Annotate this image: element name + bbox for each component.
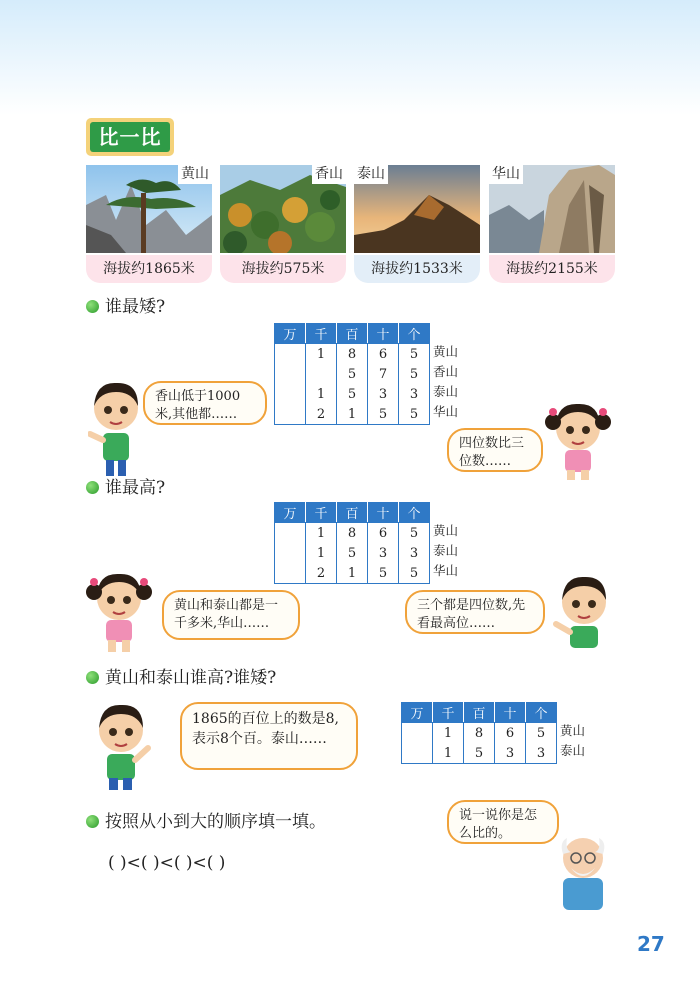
mountain-name: 华山 xyxy=(489,165,523,184)
header-shi: 十 xyxy=(368,324,399,344)
question-1: 谁最矮? xyxy=(86,292,165,317)
row-labels-2: 黄山 泰山 华山 xyxy=(433,523,459,578)
table-row: 2 1 5 5 xyxy=(275,404,430,425)
mountain-altitude: 海拔约1865米 xyxy=(86,255,212,283)
place-value-table-3: 万 千 百 十 个 1 8 6 5 1 5 3 3 xyxy=(401,702,557,764)
mountain-name: 香山 xyxy=(312,165,346,184)
fill-in-blanks: ( )<( )<( )<( ) xyxy=(108,853,226,873)
grandpa-avatar xyxy=(553,828,613,912)
mountain-card-xiangshan xyxy=(220,165,346,283)
place-value-table-1 xyxy=(274,323,430,425)
header-wan: 万 xyxy=(275,324,306,344)
header-band xyxy=(0,0,700,115)
boy-avatar xyxy=(88,378,144,478)
table-row: 1 8 6 5 xyxy=(275,523,430,544)
bullet-dot-icon xyxy=(86,300,99,313)
mountain-altitude: 海拔约2155米 xyxy=(489,255,615,283)
table-row: 5 7 5 xyxy=(275,364,430,384)
section-title: 比一比 xyxy=(90,122,170,152)
table-row: 1 5 3 3 xyxy=(275,543,430,563)
table-row: 1 8 6 5 xyxy=(275,344,430,365)
bullet-dot-icon xyxy=(86,671,99,684)
table-row: 1 5 3 3 xyxy=(275,384,430,404)
question-2: 谁最高? xyxy=(86,473,165,498)
speech-bubble: 1865的百位上的数是8,表示8个百。泰山…… xyxy=(180,702,358,770)
boy-avatar xyxy=(90,700,152,792)
question-4: 按照从小到大的顺序填一填。 xyxy=(86,807,326,832)
header-qian: 千 xyxy=(306,324,337,344)
bullet-dot-icon xyxy=(86,481,99,494)
section-title-badge xyxy=(86,118,174,156)
boy-avatar xyxy=(552,572,614,652)
girl-avatar xyxy=(545,398,611,482)
question-3: 黄山和泰山谁高?谁矮? xyxy=(86,663,276,688)
mountain-card-huangshan xyxy=(86,165,212,283)
mountain-card-huashan xyxy=(489,165,615,283)
header-ge: 个 xyxy=(399,324,430,344)
girl-avatar xyxy=(86,568,152,654)
mountain-altitude: 海拔约575米 xyxy=(220,255,346,283)
place-value-table-2: 万 千 百 十 个 1 8 6 5 1 5 3 3 2 1 5 5 xyxy=(274,502,430,584)
table-row: 1 8 6 5 xyxy=(402,723,557,744)
mountain-altitude: 海拔约1533米 xyxy=(354,255,480,283)
table-row: 1 5 3 3 xyxy=(402,743,557,764)
speech-bubble: 香山低于1000米,其他都…… xyxy=(143,381,267,425)
mountain-name: 泰山 xyxy=(354,165,388,184)
row-labels-3: 黄山 泰山 xyxy=(560,723,586,758)
row-labels-1: 黄山 香山 泰山 华山 xyxy=(433,344,459,419)
speech-bubble: 黄山和泰山都是一千多米,华山…… xyxy=(162,590,300,640)
page-number: 27 xyxy=(637,932,665,956)
mountain-card-taishan xyxy=(354,165,480,283)
speech-bubble: 四位数比三位数…… xyxy=(447,428,543,472)
bullet-dot-icon xyxy=(86,815,99,828)
speech-bubble: 三个都是四位数,先看最高位…… xyxy=(405,590,545,634)
table-row: 2 1 5 5 xyxy=(275,563,430,584)
header-bai: 百 xyxy=(337,324,368,344)
speech-bubble: 说一说你是怎么比的。 xyxy=(447,800,559,844)
mountain-name: 黄山 xyxy=(178,165,212,184)
